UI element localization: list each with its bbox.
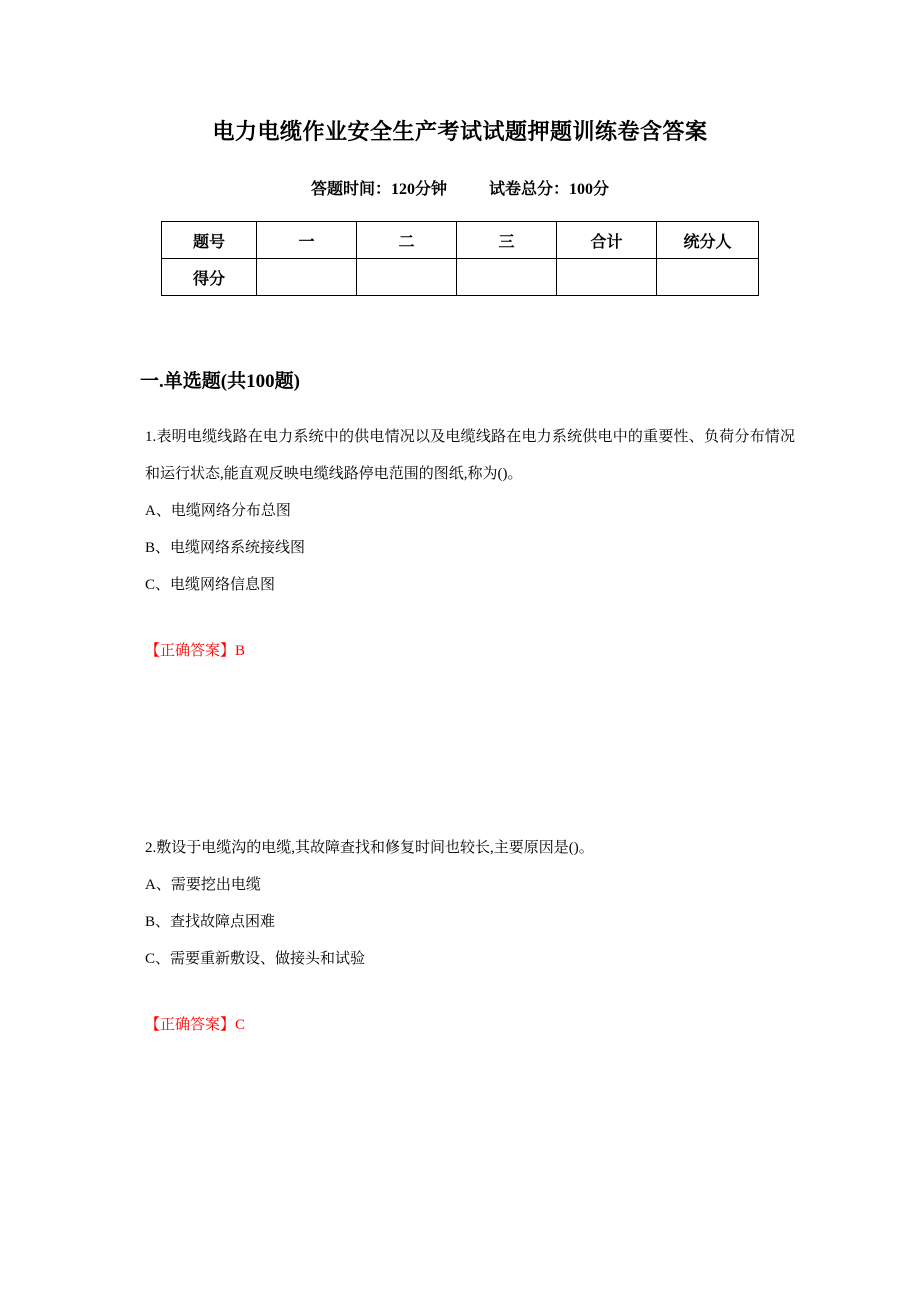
score-header-part-3: 三 bbox=[457, 222, 557, 259]
question-1-text: 1.表明电缆线路在电力系统中的供电情况以及电缆线路在电力系统供电中的重要性、负荷分布情况和运行状态,能直观反映电缆线路停电范围的图纸,称为()。 bbox=[145, 429, 795, 482]
answer-prefix-label: 【正确答案】 bbox=[145, 643, 236, 659]
score-header-part-2: 二 bbox=[357, 222, 457, 259]
score-header-question-no: 题号 bbox=[162, 222, 257, 259]
score-header-total: 合计 bbox=[557, 222, 657, 259]
question-2-option-b: B、查找故障点困难 bbox=[145, 914, 276, 930]
score-table bbox=[161, 221, 759, 296]
exam-total-score: 试卷总分：100分 bbox=[489, 181, 610, 198]
document-title: 电力电缆作业安全生产考试试题押题训练卷含答案 bbox=[212, 119, 708, 144]
question-2-answer bbox=[145, 1014, 795, 1036]
exam-time-limit: 答题时间：120分钟 bbox=[310, 181, 447, 198]
question-2-text: 2.敷设于电缆沟的电缆,其故障查找和修复时间也较长,主要原因是()。 bbox=[145, 840, 594, 856]
score-cell-empty bbox=[257, 259, 357, 296]
answer-prefix-label: 【正确答案】 bbox=[145, 1017, 236, 1033]
score-header-part-1: 一 bbox=[257, 222, 357, 259]
answer-letter: C bbox=[235, 1017, 246, 1033]
exam-meta bbox=[0, 176, 920, 199]
score-header-scorer: 统分人 bbox=[657, 222, 759, 259]
question-1-option-c: C、电缆网络信息图 bbox=[145, 577, 276, 593]
question-1 bbox=[145, 419, 795, 662]
score-cell-empty bbox=[457, 259, 557, 296]
question-1-option-a: A、电缆网络分布总图 bbox=[145, 503, 291, 519]
section-title: 一.单选题(共100题) bbox=[140, 371, 300, 392]
score-cell-empty bbox=[657, 259, 759, 296]
question-2-option-a: A、需要挖出电缆 bbox=[145, 877, 261, 893]
question-1-answer bbox=[145, 640, 795, 662]
score-cell-empty bbox=[557, 259, 657, 296]
question-1-option-b: B、电缆网络系统接线图 bbox=[145, 540, 306, 556]
question-2-option-c: C、需要重新敷设、做接头和试验 bbox=[145, 951, 366, 967]
answer-letter: B bbox=[235, 643, 246, 659]
score-table-header-row bbox=[162, 222, 759, 259]
score-row-label: 得分 bbox=[162, 259, 257, 296]
score-cell-empty bbox=[357, 259, 457, 296]
question-2 bbox=[145, 830, 795, 1036]
score-table-score-row bbox=[162, 259, 759, 296]
